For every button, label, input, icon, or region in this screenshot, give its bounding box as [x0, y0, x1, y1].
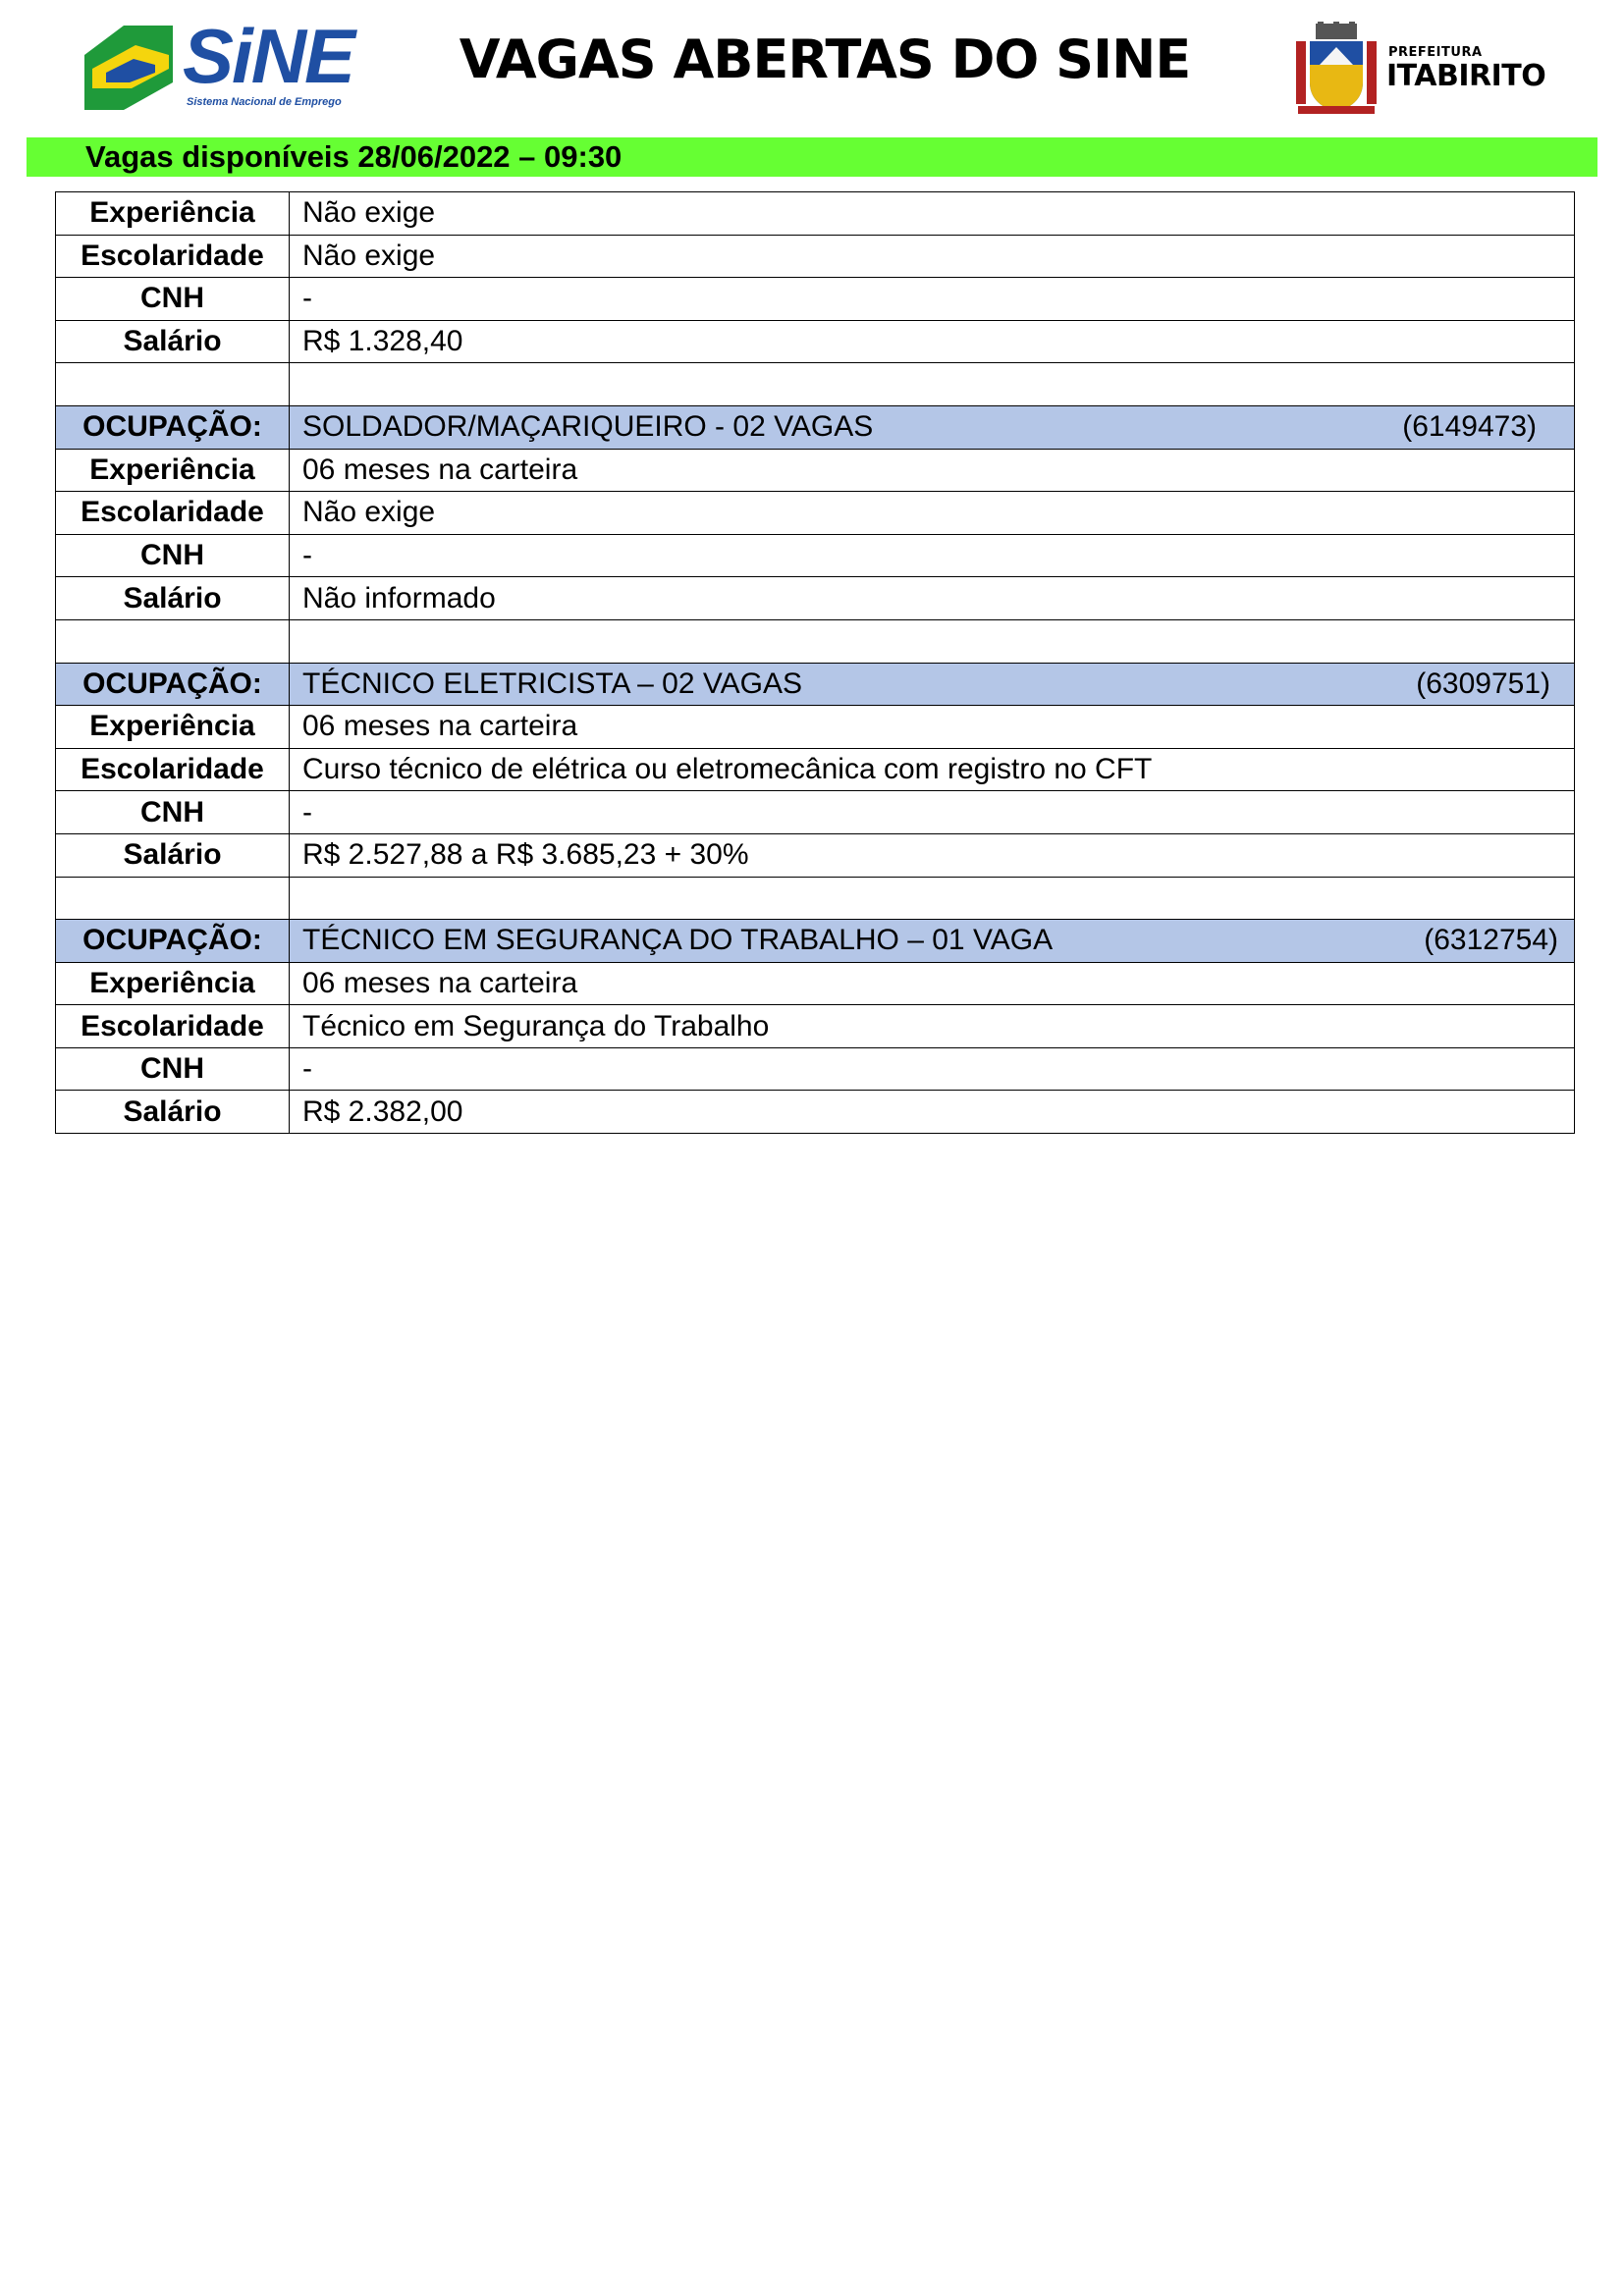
sine-logo-subtitle: Sistema Nacional de Emprego — [187, 96, 342, 108]
salario-value: Não informado — [290, 577, 1575, 620]
table-row — [56, 235, 1575, 278]
ocupacao-title: TÉCNICO EM SEGURANÇA DO TRABALHO – 01 VAGA — [302, 924, 1054, 957]
experiencia-label: Experiência — [56, 449, 290, 492]
ocupacao-label: OCUPAÇÃO: — [56, 663, 290, 706]
prefeitura-logo — [1294, 22, 1549, 116]
experiencia-label: Experiência — [56, 962, 290, 1005]
salario-value: R$ 1.328,40 — [290, 320, 1575, 363]
page-header — [0, 0, 1624, 128]
date-banner — [27, 137, 1597, 177]
ocupacao-label: OCUPAÇÃO: — [56, 405, 290, 449]
experiencia-value: 06 meses na carteira — [290, 962, 1575, 1005]
ocupacao-code: (6149473) — [1402, 410, 1537, 444]
table-row — [56, 278, 1575, 321]
table-row — [56, 192, 1575, 236]
ocupacao-code: (6312754) — [1424, 924, 1558, 957]
salario-value: R$ 2.382,00 — [290, 1091, 1575, 1134]
prefeitura-city: ITABIRITO — [1386, 59, 1546, 93]
brazil-flag-icon — [84, 26, 179, 110]
jobs-table — [55, 191, 1575, 1134]
city-crest-icon — [1294, 22, 1379, 116]
table-row — [56, 577, 1575, 620]
experiencia-value: 06 meses na carteira — [290, 706, 1575, 749]
cnh-value: - — [290, 534, 1575, 577]
date-banner-text: Vagas disponíveis 28/06/2022 – 09:30 — [85, 139, 623, 174]
escolaridade-label: Escolaridade — [56, 235, 290, 278]
escolaridade-value: Não exige — [290, 492, 1575, 535]
ocupacao-title: SOLDADOR/MAÇARIQUEIRO - 02 VAGAS — [302, 410, 874, 444]
escolaridade-label: Escolaridade — [56, 1005, 290, 1048]
cnh-label: CNH — [56, 534, 290, 577]
escolaridade-value: Não exige — [290, 235, 1575, 278]
table-row — [56, 1005, 1575, 1048]
occupation-row — [56, 405, 1575, 449]
escolaridade-label: Escolaridade — [56, 748, 290, 791]
escolaridade-label: Escolaridade — [56, 492, 290, 535]
sine-logo-text: SiNE — [183, 13, 354, 99]
cnh-label: CNH — [56, 278, 290, 321]
table-row — [56, 449, 1575, 492]
ocupacao-label: OCUPAÇÃO: — [56, 920, 290, 963]
prefeitura-label: PREFEITURA — [1388, 45, 1483, 60]
escolaridade-value: Curso técnico de elétrica ou eletromecânica com registro no CFT — [290, 748, 1575, 791]
table-row — [56, 534, 1575, 577]
cnh-label: CNH — [56, 1047, 290, 1091]
table-row — [56, 1091, 1575, 1134]
salario-label: Salário — [56, 320, 290, 363]
spacer-row — [56, 877, 1575, 920]
spacer-row — [56, 619, 1575, 663]
ocupacao-code: (6309751) — [1416, 667, 1550, 700]
cnh-label: CNH — [56, 791, 290, 834]
page-title: VAGAS ABERTAS DO SINE — [459, 28, 1191, 90]
table-row — [56, 791, 1575, 834]
salario-value: R$ 2.527,88 a R$ 3.685,23 + 30% — [290, 833, 1575, 877]
table-row — [56, 748, 1575, 791]
cnh-value: - — [290, 1047, 1575, 1091]
experiencia-value: 06 meses na carteira — [290, 449, 1575, 492]
experiencia-value: Não exige — [290, 192, 1575, 236]
salario-label: Salário — [56, 1091, 290, 1134]
salario-label: Salário — [56, 833, 290, 877]
cnh-value: - — [290, 791, 1575, 834]
table-row — [56, 492, 1575, 535]
experiencia-label: Experiência — [56, 706, 290, 749]
table-row — [56, 833, 1575, 877]
experiencia-label: Experiência — [56, 192, 290, 236]
salario-label: Salário — [56, 577, 290, 620]
cnh-value: - — [290, 278, 1575, 321]
spacer-row — [56, 363, 1575, 406]
table-row — [56, 962, 1575, 1005]
table-row — [56, 1047, 1575, 1091]
occupation-row — [56, 920, 1575, 963]
occupation-row — [56, 663, 1575, 706]
escolaridade-value: Técnico em Segurança do Trabalho — [290, 1005, 1575, 1048]
table-row — [56, 320, 1575, 363]
table-row — [56, 706, 1575, 749]
ocupacao-title: TÉCNICO ELETRICISTA – 02 VAGAS — [302, 667, 803, 700]
sine-logo — [84, 13, 359, 114]
